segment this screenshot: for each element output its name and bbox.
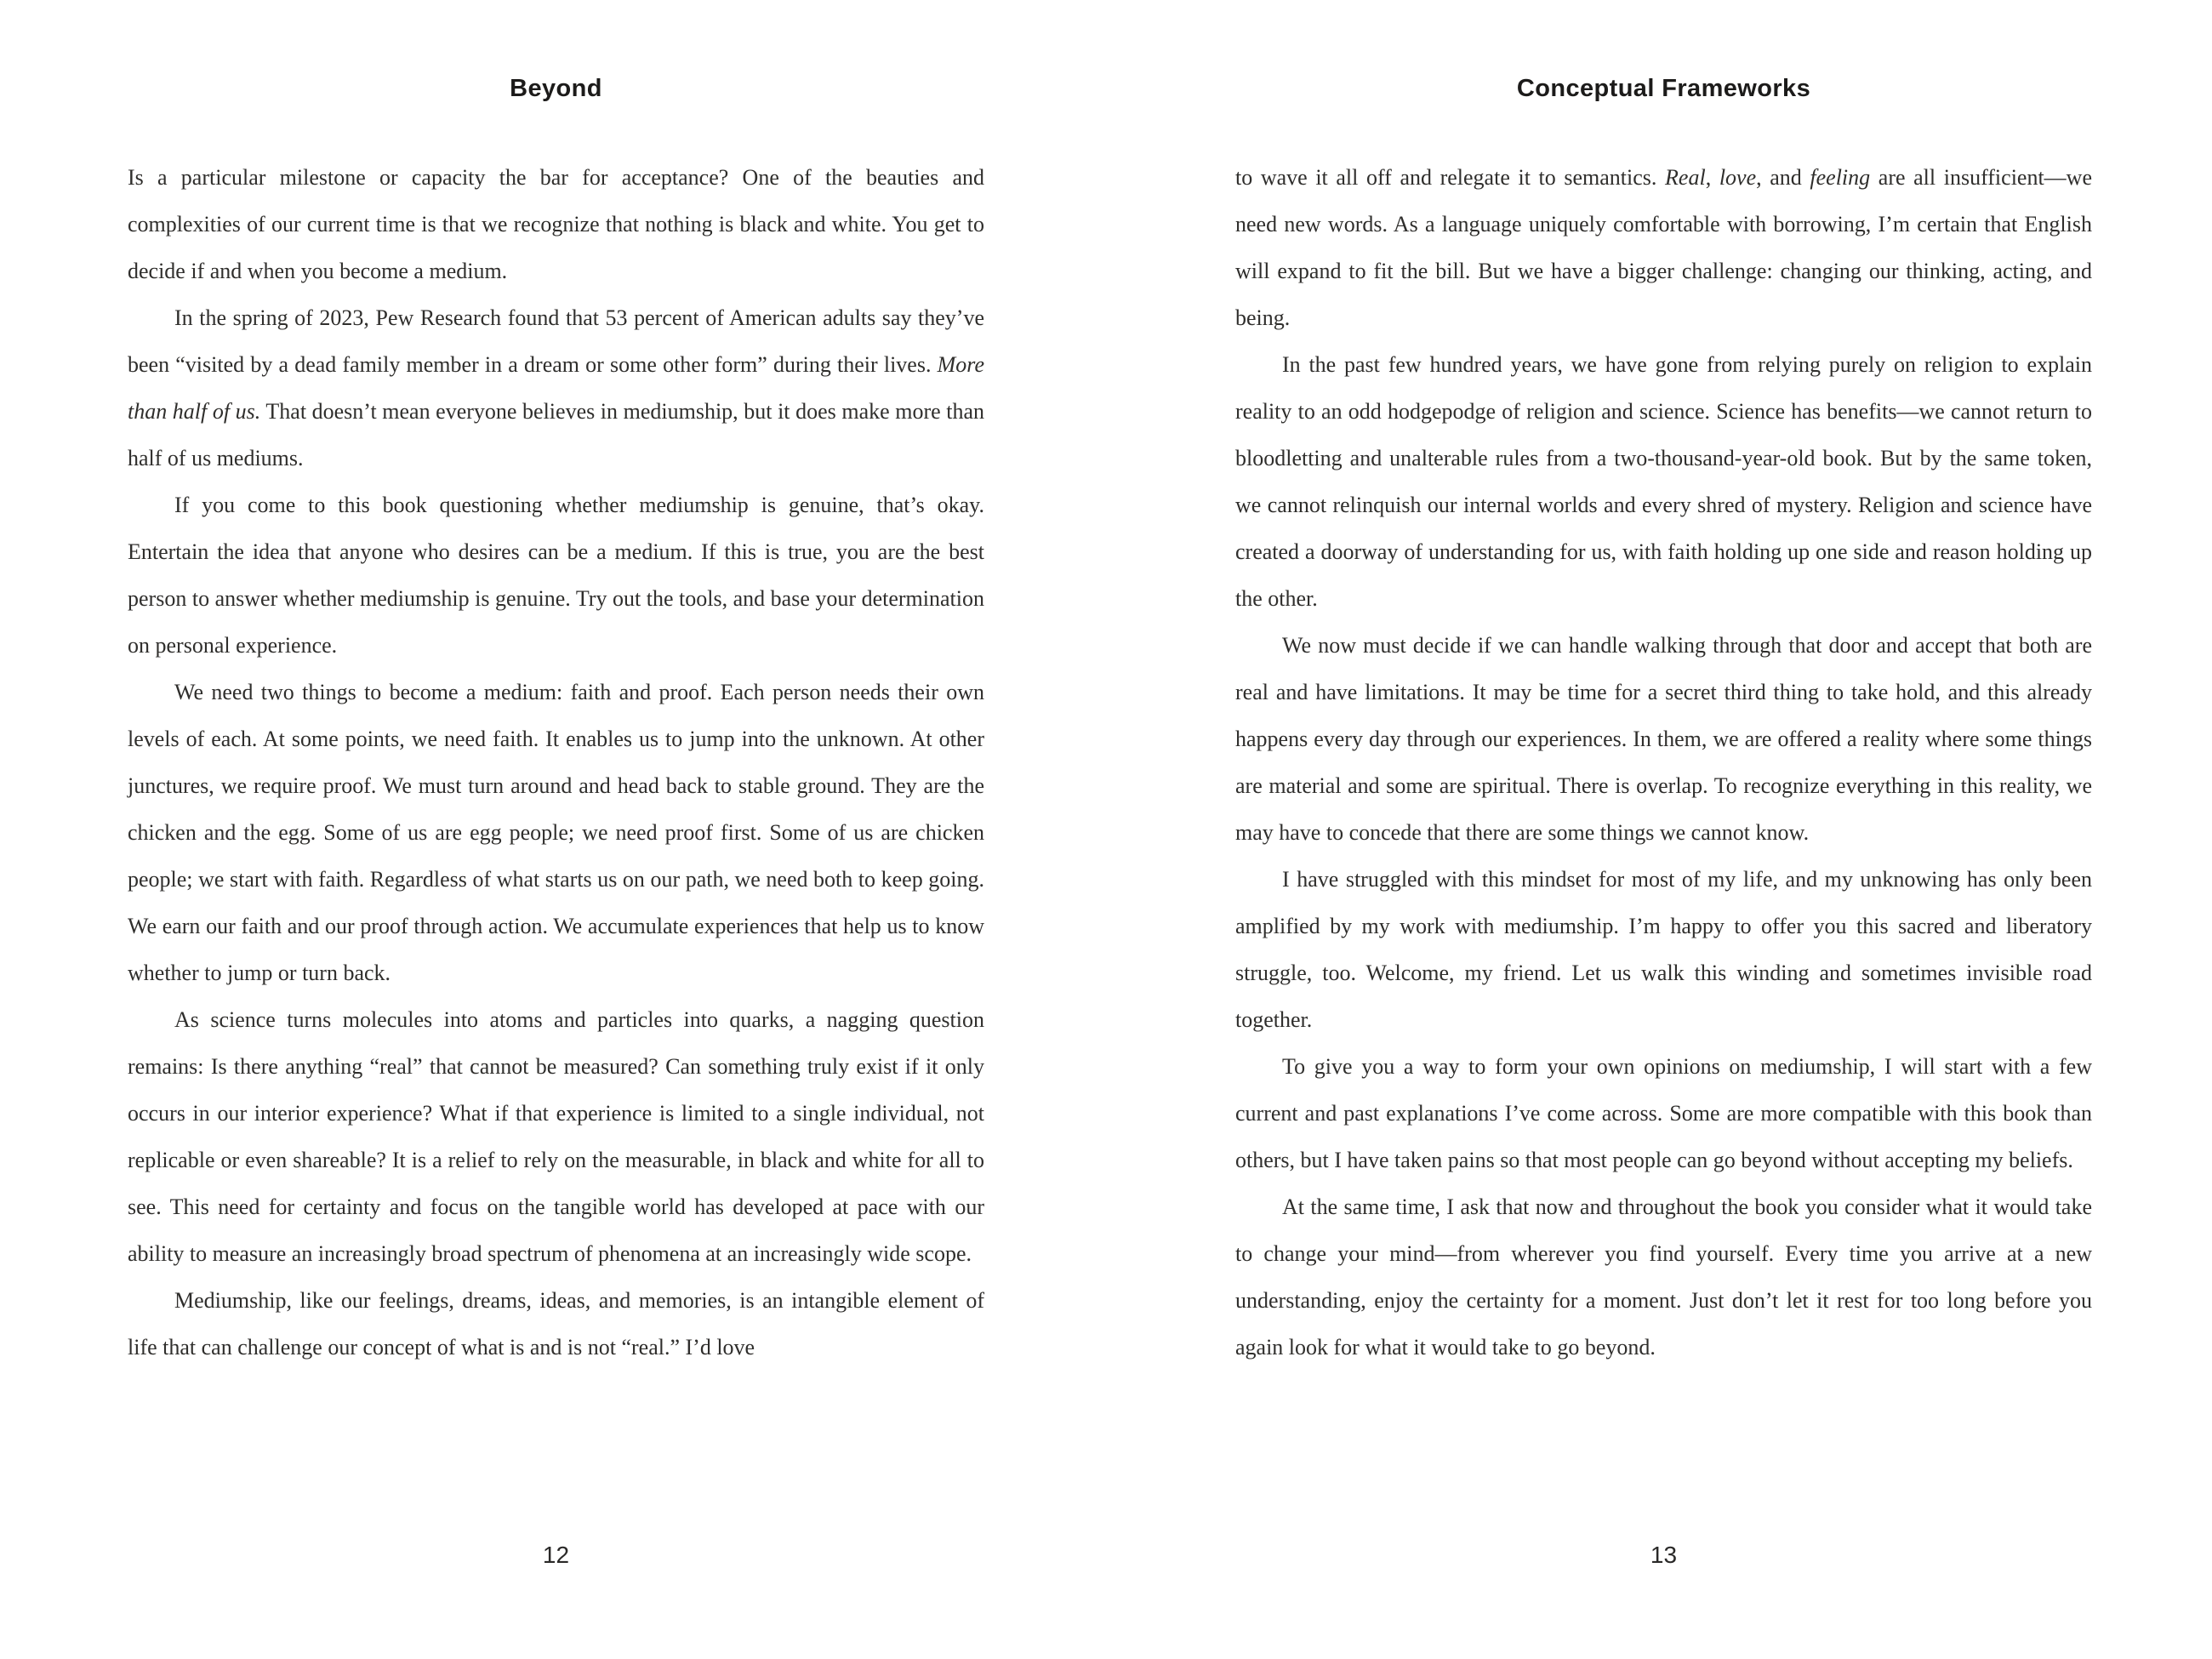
text-run: I have struggled with this mindset for most of my life, and my unknowing has only been amplified by my work with mediumship. I’m happy to offer you this sacred and liberatory struggle, too. Welcome, my friend. Let us walk this winding and sometimes invisible road together. — [1235, 867, 2092, 1032]
paragraph — [128, 669, 984, 996]
right-page — [1106, 0, 2212, 1659]
paragraph — [128, 996, 984, 1277]
paragraph — [128, 1277, 984, 1371]
text-run: At the same time, I ask that now and throughout the book you consider what it would take to change your mind—from wherever you find yourself. Every time you arrive at a new understanding, enjoy the certainty for a moment. Just don’t let it rest for too long before you again look for what it would take to go beyond. — [1235, 1194, 2092, 1360]
paragraph — [128, 154, 984, 294]
paragraph — [1235, 622, 2092, 856]
paragraph — [1235, 1043, 2092, 1183]
text-run: That doesn’t mean everyone believes in mediumship, but it does make more than half of us mediums. — [128, 399, 985, 470]
paragraph — [1235, 1183, 2092, 1371]
text-run: to wave it all off and relegate it to semantics. — [1235, 165, 1666, 190]
text-run: Mediumship, like our feelings, dreams, ideas, and memories, is an intangible element of life that can challenge our concept of what is and is not “real.” I’d love — [128, 1288, 984, 1360]
text-run: We now must decide if we can handle walking through that door and accept that both are real and have limitations. It may be time for a secret third thing to take hold, and this already happens every day through our experiences. In them, we are offered a reality where some things are material and some are spiritual. There is overlap. To recognize everything in this reality, we may have to concede that there are some things we cannot know. — [1235, 633, 2092, 845]
text-run: In the spring of 2023, Pew Research found that 53 percent of American adults say they’ve been “visited by a dead family member in a dream or some other form” during their lives. — [128, 305, 984, 377]
text-run: are all insufficient—we need new words. As a language uniquely comfortable with borrowing, I’m certain that English will expand to fit the bill. But we have a bigger challenge: changing our thinking, acting, and being. — [1235, 165, 2093, 330]
italic-text-run: love — [1719, 165, 1757, 190]
paragraph — [1235, 856, 2092, 1043]
text-run: , and — [1756, 165, 1810, 190]
page-body-right — [1235, 154, 2092, 1371]
page-number-right: 13 — [1650, 1542, 1678, 1568]
text-run: We need two things to become a medium: faith and proof. Each person needs their own levels of each. At some points, we need faith. It enables us to jump into the unknown. At other junctures, we require proof. We must turn around and head back to stable ground. They are the chicken and the egg. Some of us are egg people; we need proof first. Some of us are chicken people; we start with faith. Regardless of what starts us on our path, we need both to keep going. We earn our faith and our proof through action. We accumulate experiences that help us to know whether to jump or turn back. — [128, 680, 984, 985]
text-run: If you come to this book questioning whether mediumship is genuine, that’s okay. Entertain the idea that anyone who desires can be a medium. If this is true, you are the best person to answer whether mediumship is genuine. Try out the tools, and base your determination on personal experience. — [128, 493, 984, 658]
italic-text-run: feeling — [1810, 165, 1871, 190]
italic-text-run: Real — [1665, 165, 1706, 190]
paragraph — [128, 294, 984, 482]
paragraph — [128, 482, 984, 669]
paragraph — [1235, 154, 2092, 341]
running-head-left: Beyond — [510, 75, 602, 102]
text-run: , — [1705, 165, 1719, 190]
text-run: In the past few hundred years, we have gone from relying purely on religion to explain reality to an odd hodgepodge of religion and science. Science has benefits—we cannot return to bloodletting and unalterable rules from a two-thousand-year-old book. But by the same token, we cannot relinquish our internal worlds and every shred of mystery. Religion and science have created a doorway of understanding for us, with faith holding up one side and reason holding up the other. — [1235, 352, 2092, 611]
page-body-left — [128, 154, 984, 1371]
text-run: Is a particular milestone or capacity the bar for acceptance? One of the beauties and complexities of our current time is that we recognize that nothing is black and white. You get to decide if and when you become a medium. — [128, 165, 984, 283]
paragraph — [1235, 341, 2092, 622]
text-run: As science turns molecules into atoms and particles into quarks, a nagging question remains: Is there anything “real” that cannot be measured? Can something truly exist if it only occurs in our interior experience? What if that experience is limited to a single individual, not replicable or even shareable? It is a relief to rely on the measurable, in black and white for all to see. This need for certainty and focus on the tangible world has developed at pace with our ability to measure an increasingly broad spectrum of phenomena at an increasingly wide scope. — [128, 1007, 984, 1266]
page-number-left: 12 — [542, 1542, 570, 1568]
running-head-right: Conceptual Frameworks — [1516, 75, 1811, 102]
italic-text-run: More than half of us. — [128, 352, 984, 424]
text-run: To give you a way to form your own opinions on mediumship, I will start with a few current and past explanations I’ve come across. Some are more compatible with this book than others, but I have taken pains so that most people can go beyond without accepting my beliefs. — [1235, 1054, 2092, 1172]
